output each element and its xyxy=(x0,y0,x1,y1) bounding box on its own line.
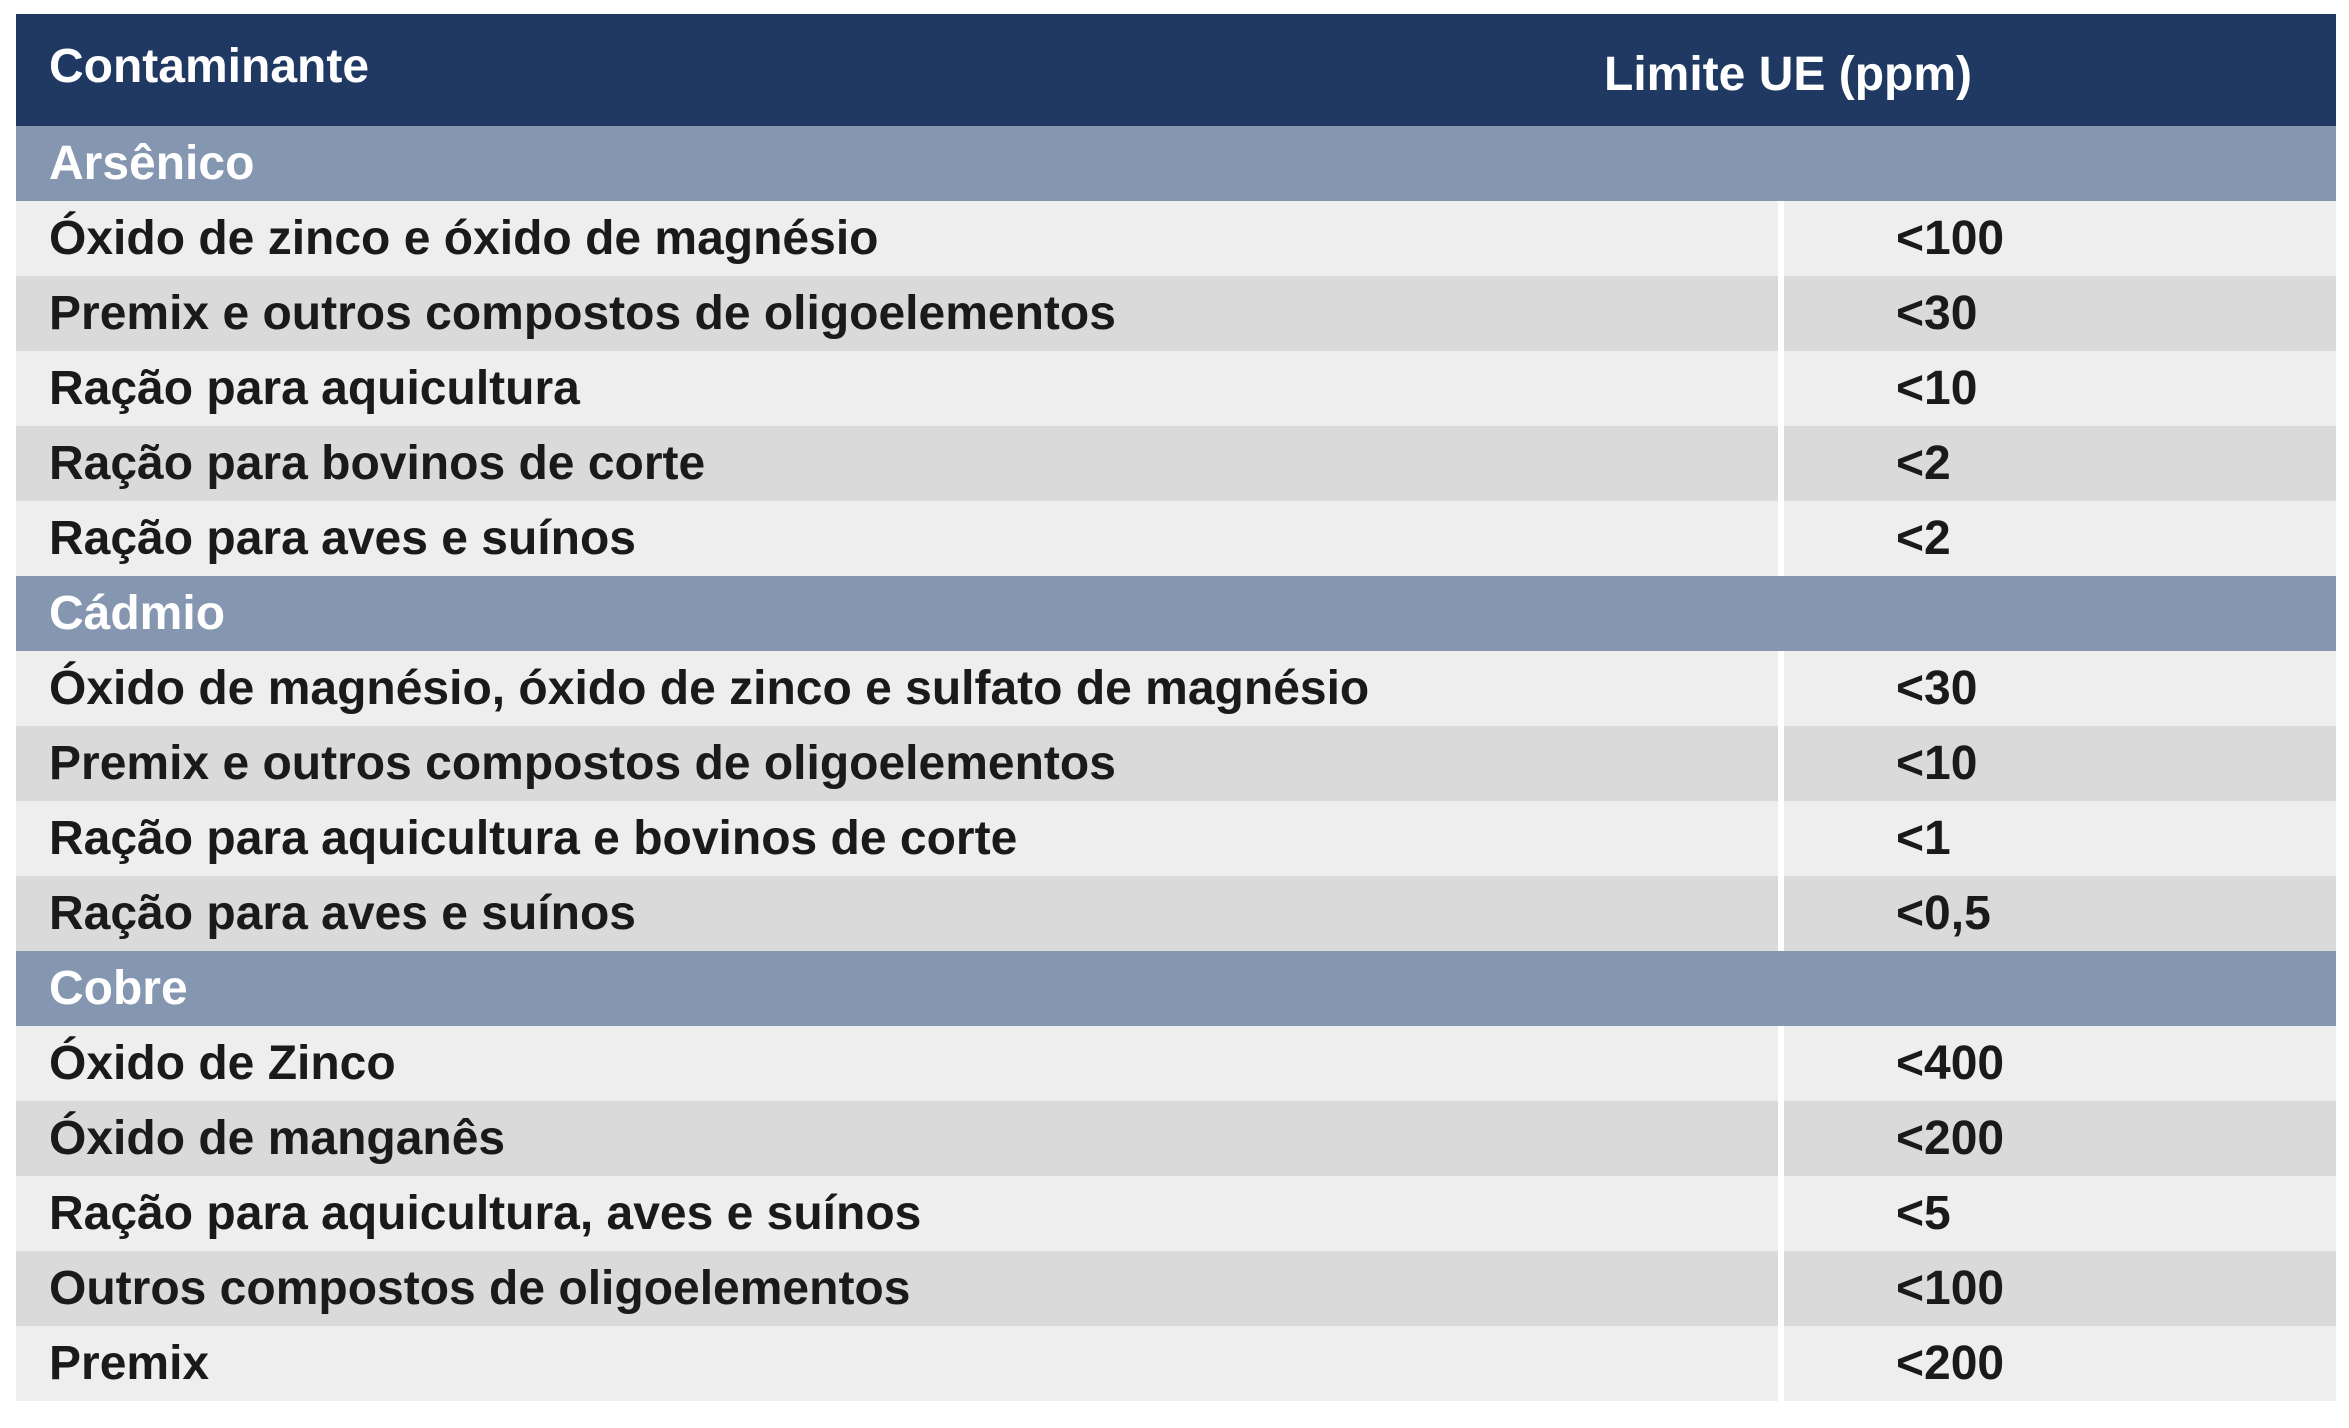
limit-value: <5 xyxy=(1896,1187,1951,1240)
table-row xyxy=(16,1026,2336,1101)
contaminant-item: Óxido de magnésio, óxido de zinco e sulfato de magnésio xyxy=(16,651,1784,726)
contaminant-item: Outros compostos de oligoelementos xyxy=(16,1251,1784,1326)
table-row xyxy=(16,276,2336,351)
table-row xyxy=(16,726,2336,801)
limit-value: <30 xyxy=(1896,287,1978,340)
contaminant-limits-table xyxy=(16,14,2336,1401)
contaminant-item: Ração para aves e suínos xyxy=(16,501,1784,576)
table-header xyxy=(16,14,2336,126)
header-limit: Limite UE (ppm) xyxy=(1604,47,1972,101)
category-row: Cobre xyxy=(16,951,2336,1026)
table-row xyxy=(16,501,2336,576)
contaminant-item: Premix xyxy=(16,1326,1784,1401)
contaminant-item: Óxido de manganês xyxy=(16,1101,1784,1176)
limit-value: <30 xyxy=(1896,662,1978,715)
table-row xyxy=(16,1176,2336,1251)
limit-value: <10 xyxy=(1896,362,1978,415)
contaminant-item: Óxido de Zinco xyxy=(16,1026,1784,1101)
table-row xyxy=(16,351,2336,426)
limit-value: <400 xyxy=(1896,1037,2005,1090)
limit-value: <2 xyxy=(1896,437,1951,490)
contaminant-item: Óxido de zinco e óxido de magnésio xyxy=(16,201,1784,276)
contaminant-item: Ração para aquicultura xyxy=(16,351,1784,426)
contaminant-item: Ração para bovinos de corte xyxy=(16,426,1784,501)
table-row xyxy=(16,1326,2336,1401)
limit-value: <100 xyxy=(1896,212,2005,265)
limit-value: <200 xyxy=(1896,1112,2005,1165)
category-row: Arsênico xyxy=(16,126,2336,201)
header-contaminant: Contaminante xyxy=(49,39,370,93)
limit-value: <200 xyxy=(1896,1337,2005,1390)
category-row: Cádmio xyxy=(16,576,2336,651)
table-row xyxy=(16,876,2336,951)
contaminant-item: Ração para aquicultura e bovinos de corte xyxy=(16,801,1784,876)
table-row xyxy=(16,801,2336,876)
table-row xyxy=(16,651,2336,726)
limit-value: <0,5 xyxy=(1896,887,1991,940)
table-row xyxy=(16,201,2336,276)
limit-value: <1 xyxy=(1896,812,1951,865)
contaminant-item: Ração para aves e suínos xyxy=(16,876,1784,951)
contaminant-item: Premix e outros compostos de oligoelementos xyxy=(16,726,1784,801)
limit-value: <2 xyxy=(1896,512,1951,565)
table-row xyxy=(16,426,2336,501)
contaminant-item: Ração para aquicultura, aves e suínos xyxy=(16,1176,1784,1251)
limit-value: <10 xyxy=(1896,737,1978,790)
table-row xyxy=(16,1251,2336,1326)
table-row xyxy=(16,1101,2336,1176)
contaminant-item: Premix e outros compostos de oligoelementos xyxy=(16,276,1784,351)
limit-value: <100 xyxy=(1896,1262,2005,1315)
